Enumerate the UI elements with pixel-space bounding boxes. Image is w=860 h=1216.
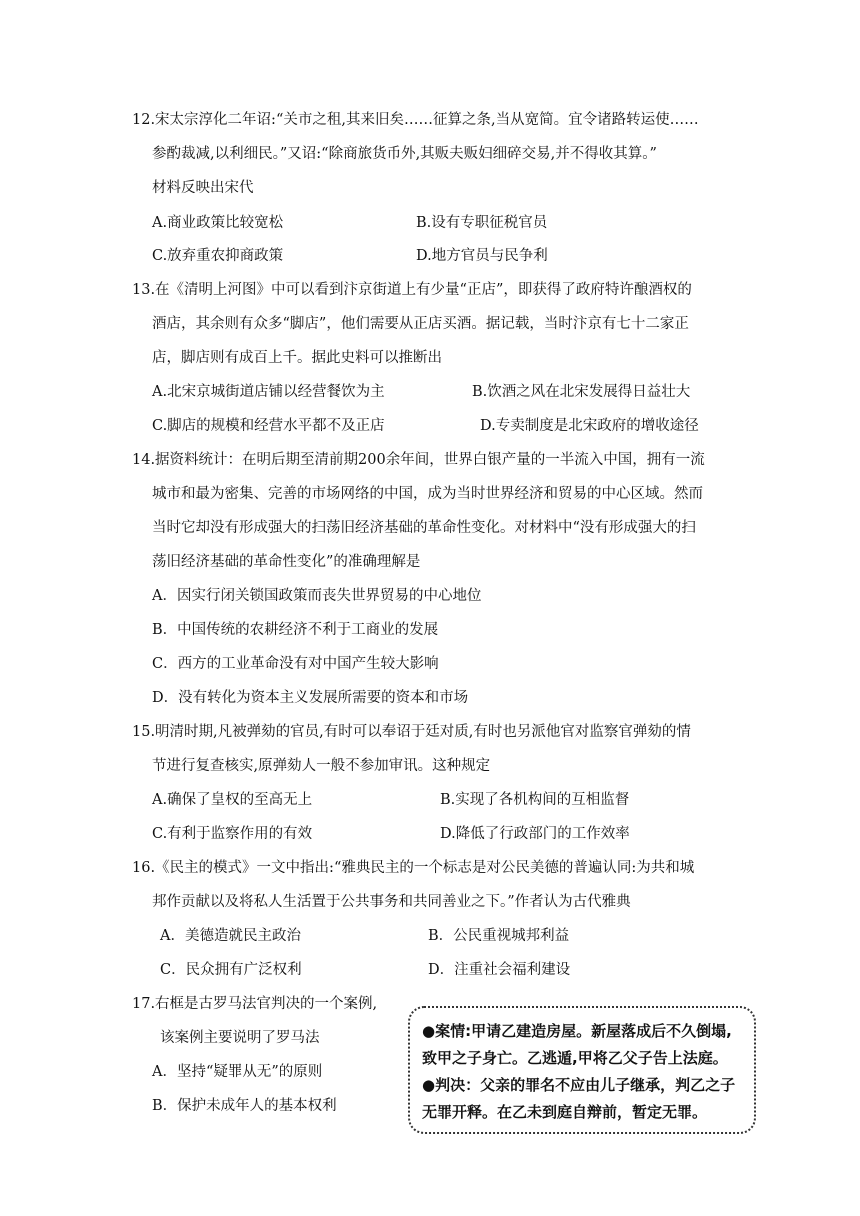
q12-stem-line-3: 材料反映出宋代 <box>152 180 254 196</box>
q13-option-b: B.饮酒之风在北宋发展得日益壮大 <box>472 384 691 400</box>
q16-stem-line-1: 16.《民主的模式》一文中指出:“雅典民主的一个标志是对公民美德的普遍认同:为共和城 <box>132 860 695 876</box>
case-box-line-2: 致甲之子身亡。乙逃遁,甲将乙父子告上法庭。 <box>422 1049 728 1067</box>
q15-option-c: C.有利于监察作用的有效 <box>152 826 313 842</box>
q17-option-b: B．保护未成年人的基本权利 <box>152 1098 337 1114</box>
q13-stem-line-2: 酒店，其余则有众多“脚店”，他们需要从正店买酒。据记载，当时汴京有七十二家正 <box>152 316 689 332</box>
q12-option-c: C.放弃重农抑商政策 <box>152 248 284 264</box>
q12-option-b: B.设有专职征税官员 <box>416 215 548 231</box>
q13-option-a: A.北宋京城街道店铺以经营餐饮为主 <box>152 384 385 400</box>
q12-stem-line-1: 12.宋太宗淳化二年诏:“关市之租,其来旧矣……征算之条,当从宽简。宜令诸路转运使…… <box>132 112 699 128</box>
q14-stem-line-4: 荡旧经济基础的革命性变化”的准确理解是 <box>152 554 421 570</box>
q13-stem-line-1: 13.在《清明上河图》中可以看到汴京街道上有少量“正店”，即获得了政府特许酿酒权的 <box>132 282 692 298</box>
q16-stem-line-2: 邦作贡献以及将私人生活置于公共事务和共同善业之下。”作者认为古代雅典 <box>152 894 631 910</box>
q14-option-b: B．中国传统的农耕经济不利于工商业的发展 <box>152 622 439 638</box>
q14-stem-line-1: 14.据资料统计：在明后期至清前期200余年间，世界白银产量的一半流入中国，拥有一流 <box>132 452 705 468</box>
q14-stem-line-2: 城市和最为密集、完善的市场网络的中国，成为当时世界经济和贸易的中心区域。然而 <box>152 486 703 502</box>
q16-option-c: C．民众拥有广泛权利 <box>160 962 302 978</box>
case-box <box>408 1006 756 1134</box>
q16-option-d: D．注重社会福利建设 <box>428 962 571 978</box>
q13-option-d: D.专卖制度是北宋政府的增收途径 <box>480 418 699 434</box>
q13-stem-line-3: 店，脚店则有成百上千。据此史料可以推断出 <box>152 350 442 366</box>
q17-option-a: A．坚持“疑罪从无”的原则 <box>152 1064 323 1080</box>
q15-stem-line-1: 15.明清时期,凡被弹劾的官员,有时可以奉诏于廷对质,有时也另派他官对监察官弹劾的情 <box>132 724 691 740</box>
q14-stem-line-3: 当时它却没有形成强大的扫荡旧经济基础的革命性变化。对材料中“没有形成强大的扫 <box>152 520 696 536</box>
q14-option-d: D．没有转化为资本主义发展所需要的资本和市场 <box>152 690 469 706</box>
q15-option-b: B.实现了各机构间的互相监督 <box>440 792 630 808</box>
q17-stem-line-2: 该案例主要说明了罗马法 <box>160 1030 320 1046</box>
case-box-line-1: ●案情:甲请乙建造房屋。新屋落成后不久倒塌, <box>422 1022 732 1040</box>
q14-option-c: C．西方的工业革命没有对中国产生较大影响 <box>152 656 439 672</box>
q15-stem-line-2: 节进行复查核实,原弹劾人一般不参加审讯。这种规定 <box>152 758 491 774</box>
q14-option-a: A．因实行闭关锁国政策而丧失世界贸易的中心地位 <box>152 588 482 604</box>
q16-option-a: A．美德造就民主政治 <box>160 928 301 944</box>
q12-stem-line-2: 参酌裁减,以利细民。”又诏:“除商旅货币外,其贩夫贩妇细碎交易,并不得收其算。” <box>152 146 657 162</box>
q17-stem-line-1: 17.右框是古罗马法官判决的一个案例, <box>132 996 378 1012</box>
q15-option-d: D.降低了行政部门的工作效率 <box>440 826 630 842</box>
q12-option-a: A.商业政策比较宽松 <box>152 215 284 231</box>
case-box-line-3: ●判决：父亲的罪名不应由儿子继承，判乙之子 <box>422 1076 736 1094</box>
q16-option-b: B．公民重视城邦利益 <box>428 928 570 944</box>
q15-option-a: A.确保了皇权的至高无上 <box>152 792 313 808</box>
case-box-line-4: 无罪开释。在乙未到庭自辩前，暂定无罪。 <box>422 1103 708 1121</box>
q13-option-c: C.脚店的规模和经营水平都不及正店 <box>152 418 385 434</box>
q12-option-d: D.地方官员与民争利 <box>416 248 548 264</box>
